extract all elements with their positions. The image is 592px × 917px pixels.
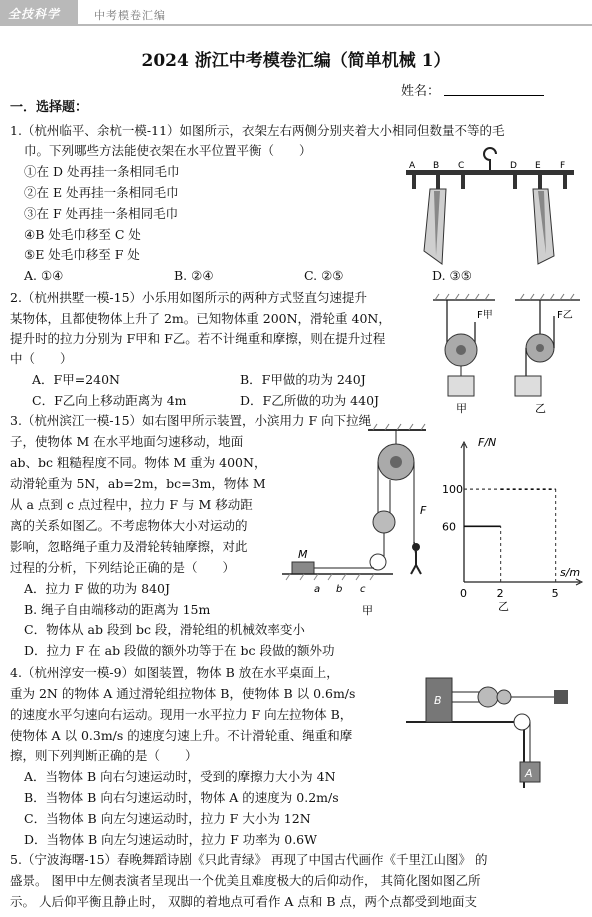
q2-option-d[interactable]: D．F乙所做的功为 440J [240, 393, 380, 408]
q2-option-a[interactable]: A．F甲=240N [32, 372, 120, 387]
figure-yi-label: 乙 [535, 402, 546, 415]
q3-label-m: M [298, 548, 308, 561]
q4-option-d[interactable]: D．当物体 B 向左匀速运动时，拉力 F 功率为 0.6W [24, 832, 317, 847]
page-header [0, 0, 592, 26]
q5-line-1: 5.（宁波海曙-15）春晚舞蹈诗剧《只此青绿》 再现了中国古代画作《千里江山图》 的 [10, 852, 488, 867]
y-tick-label: 100 [442, 483, 463, 497]
x-axis-label: s/m [560, 566, 581, 579]
q1-option-c[interactable]: C. ②⑤ [304, 268, 344, 283]
q2-line-4: 中（ ） [10, 351, 73, 366]
q3-apparatus-figure [278, 422, 436, 618]
q3-line-4: 动滑轮重为 5N，ab=2m，bc=3m，物体 M [10, 476, 266, 491]
hanger-letter-c: C [458, 161, 465, 171]
q4-line-5: 擦，则下列判断正确的是（ ） [10, 748, 198, 763]
y-axis-label: F/N [478, 436, 497, 449]
q1-item-1: ①在 D 处再挂一条相同毛巾 [24, 164, 180, 179]
q3-figure-jia: 甲 [362, 604, 373, 617]
q3-force-distance-chart [438, 432, 588, 612]
q1-option-d[interactable]: D. ③⑤ [432, 268, 472, 283]
q3-line-3: ab、bc 粗糙程度不同。物体 M 重为 400N， [10, 455, 267, 470]
q4-label-b: B [434, 694, 442, 707]
q2-line-1: 2.（杭州拱墅一模-15）小乐用如图所示的两种方式竖直匀速提升 [10, 290, 368, 305]
q4-option-b[interactable]: B．当物体 B 向右匀速运动时，物体 A 的速度为 0.2m/s [24, 790, 339, 805]
hanger-letter-b: B [433, 161, 440, 171]
q1-item-5: ⑤E 处毛巾移至 F 处 [24, 247, 140, 262]
f-yi-label: F乙 [557, 310, 573, 321]
q1-line-1: 1.（杭州临平、余杭一模-11）如图所示，衣架左右两侧分别夹着大小相同但数量不等的毛 [10, 123, 505, 138]
q4-pulley-figure [404, 662, 576, 790]
q1-option-b[interactable]: B. ②④ [174, 268, 214, 283]
q1-item-3: ③在 F 处再挂一条相同毛巾 [24, 206, 179, 221]
hanger-letter-d: D [510, 161, 517, 171]
q3-label-f: F [420, 504, 427, 517]
q3-option-c[interactable]: C．物体从 ab 段到 bc 段，滑轮组的机械效率变小 [24, 622, 305, 637]
q2-option-c[interactable]: C．F乙向上移动距离为 4m [32, 393, 187, 408]
hanger-letter-e: E [535, 161, 541, 171]
figure-yi-label: 乙 [498, 600, 509, 612]
q3-label-c: c [360, 584, 366, 595]
q2-option-b[interactable]: B．F甲做的功为 240J [240, 372, 366, 387]
q1-option-a[interactable]: A. ①④ [24, 268, 64, 283]
brand-logo [0, 0, 78, 26]
q2-pulley-figure [425, 292, 587, 416]
name-label: 姓名： [401, 84, 441, 99]
x-tick-label: 2 [496, 587, 504, 600]
header-rule [0, 24, 592, 26]
q3-label-b: b [336, 584, 343, 595]
q4-option-a[interactable]: A．当物体 B 向右匀速运动时，受到的摩擦力大小为 4N [24, 769, 336, 784]
f-jia-label: F甲 [477, 310, 493, 321]
q4-option-c[interactable]: C．当物体 B 向左匀速运动时，拉力 F 大小为 12N [24, 811, 311, 826]
q3-option-b[interactable]: B. 绳子自由端移动的距离为 15m [24, 602, 211, 617]
q1-item-2: ②在 E 处再挂一条相同毛巾 [24, 185, 179, 200]
series-name: 中考模卷汇编 [94, 9, 166, 22]
page-title: 2024 浙江中考模卷汇编（简单机械 1） [141, 51, 451, 71]
figure-jia-label: 甲 [456, 402, 467, 415]
q3-line-8: 过程的分析，下列结论正确的是（ ） [10, 560, 236, 575]
q4-line-2: 重为 2N 的物体 A 通过滑轮组拉物体 B，使物体 B 以 0.6m/s [10, 686, 356, 701]
q3-line-6: 离的关系如图乙。不考虑物体大小对运动的 [10, 518, 248, 533]
x-tick-label: 5 [551, 587, 559, 600]
q2-line-3: 提升时的拉力分别为 F甲和 F乙。若不计绳重和摩擦，则在提升过程 [10, 331, 386, 346]
q1-hanger-figure [400, 146, 580, 276]
q4-label-a: A [525, 767, 533, 780]
q5-line-2: 盛景。 图甲中左侧表演者呈现出一个优美且难度极大的后仰动作， 其简化图如图乙所 [10, 873, 481, 888]
q1-item-4: ④B 处毛巾移至 C 处 [24, 227, 141, 242]
section-heading: 一．选择题： [10, 100, 89, 115]
q3-option-d[interactable]: D．拉力 F 在 ab 段做的额外功等于在 bc 段做的额外功 [24, 643, 335, 658]
q5-line-3: 示。 人后仰平衡且静止时， 双脚的着地点可看作 A 点和 B 点，两个点都受到地面支 [10, 894, 478, 909]
q4-line-1: 4.（杭州淳安一模-9）如图装置，物体 B 放在水平桌面上， [10, 665, 339, 680]
q2-line-2: 某物体，且都使物体上升了 2m。已知物体重 200N，滑轮重 40N， [10, 311, 391, 326]
q3-line-1: 3.（杭州滨江一模-15）如右图甲所示装置，小滨用力 F 向下拉绳 [10, 413, 372, 428]
hanger-letter-f: F [560, 161, 566, 171]
q1-line-2: 巾。下列哪些方法能使衣架在水平位置平衡（ ） [24, 143, 312, 158]
q3-line-7: 影响，忽略绳子重力及滑轮转轴摩擦，对此 [10, 539, 248, 554]
name-blank[interactable] [444, 95, 544, 96]
q4-line-4: 使物体 A 以 0.3m/s 的速度匀速上升。不计滑轮重、绳重和摩 [10, 728, 353, 743]
x-tick-label: 0 [460, 587, 467, 600]
q3-line-5: 从 a 点到 c 点过程中，拉力 F 与 M 移动距 [10, 497, 253, 512]
hanger-letter-a: A [409, 161, 416, 171]
q3-option-a[interactable]: A．拉力 F 做的功为 840J [24, 581, 170, 596]
q3-label-a: a [314, 584, 321, 595]
q4-line-3: 的速度水平匀速向右运动。现用一水平拉力 F 向左拉物体 B， [10, 707, 353, 722]
brand-logo-text: 全技科学 [8, 7, 61, 21]
q3-line-2: 子，使物体 M 在水平地面匀速移动，地面 [10, 434, 244, 449]
y-tick-label: 60 [442, 520, 456, 534]
